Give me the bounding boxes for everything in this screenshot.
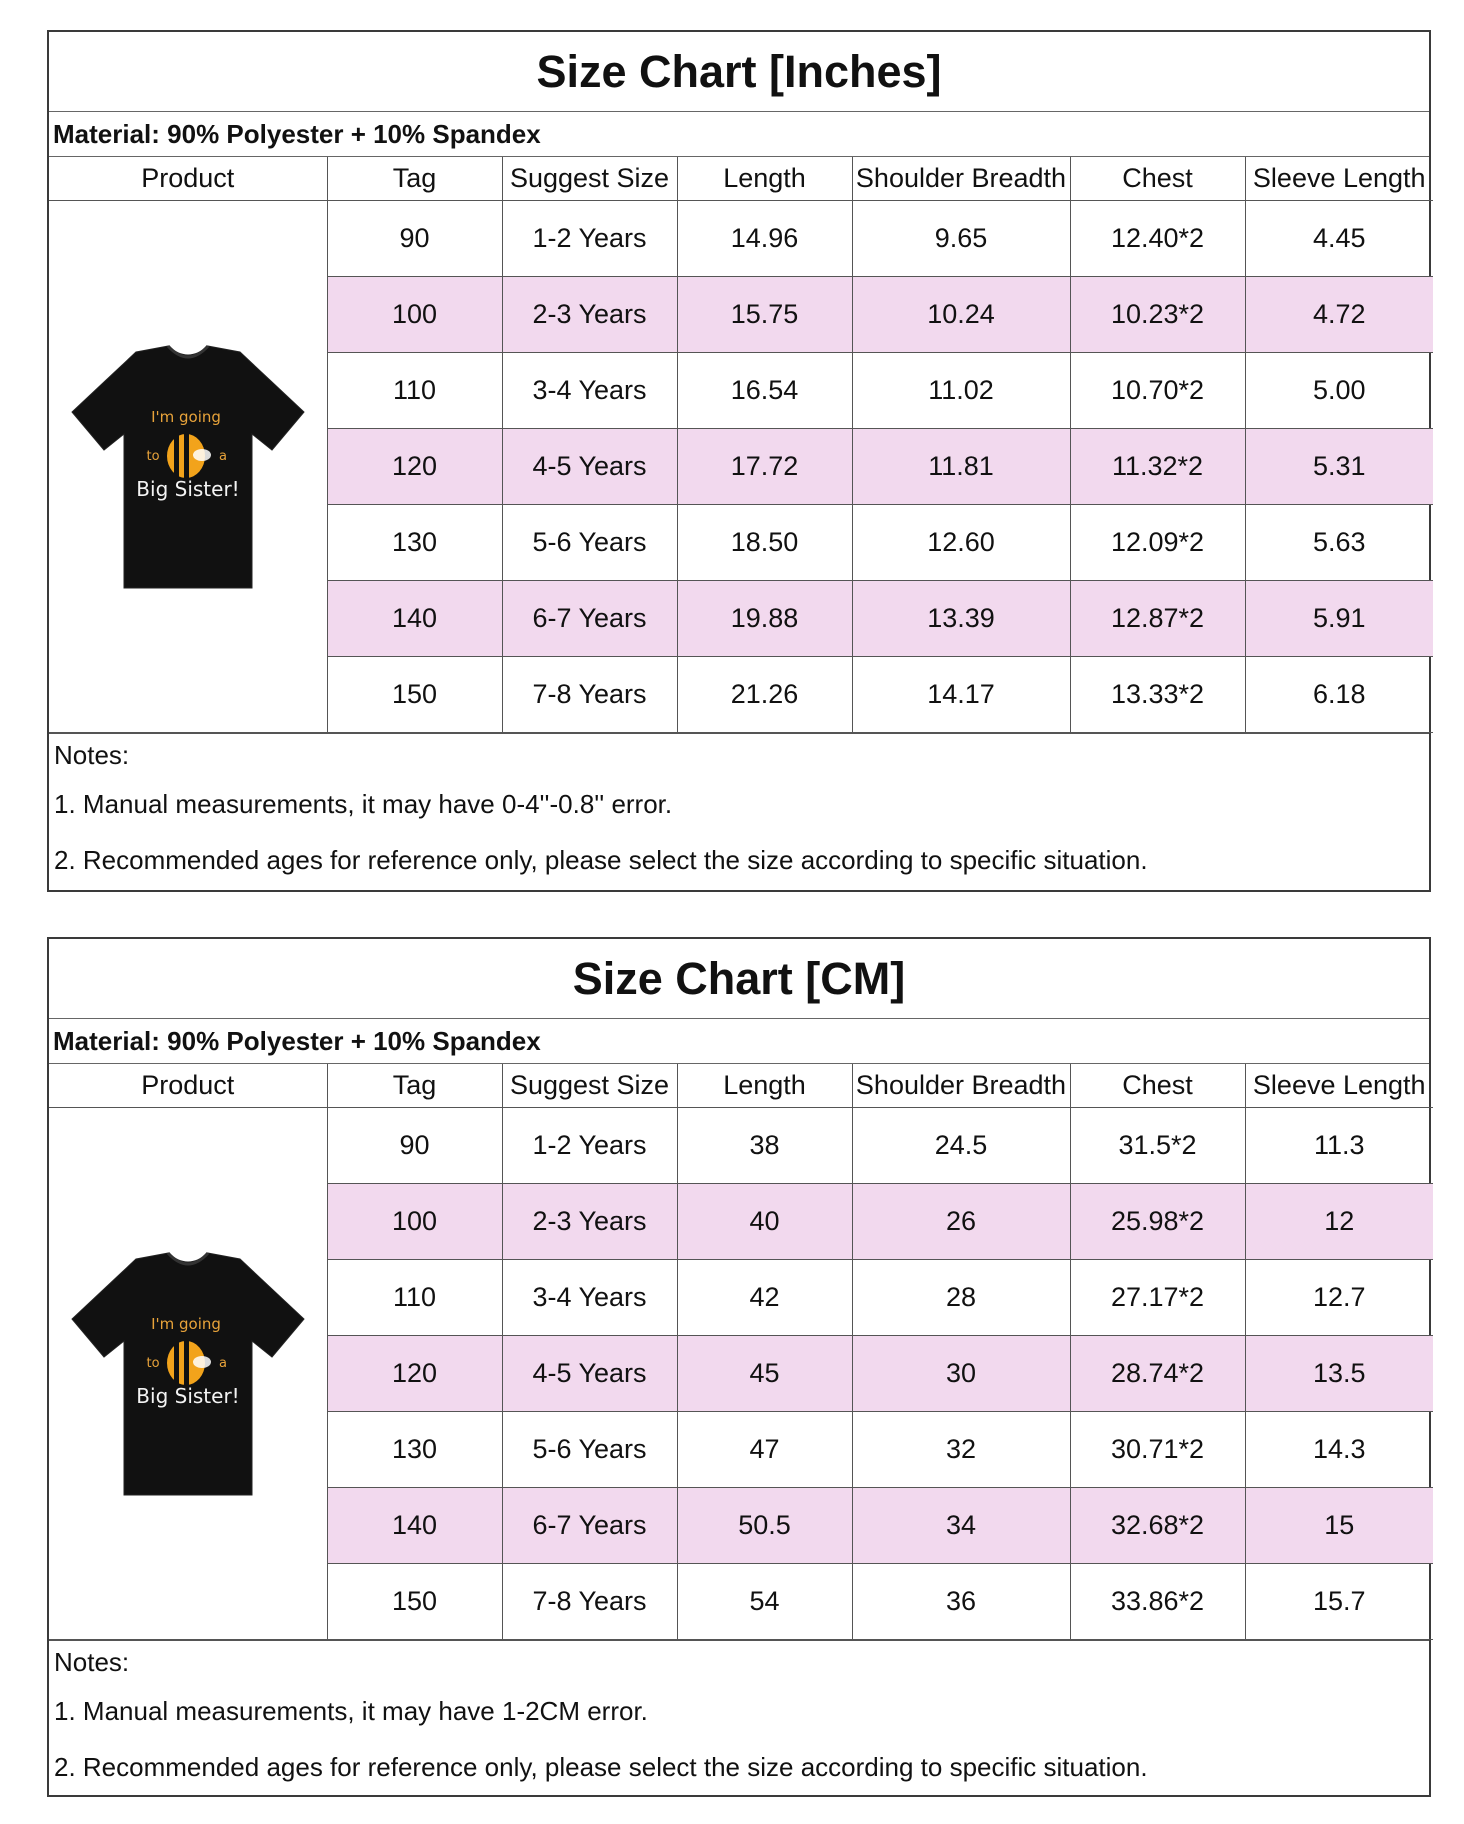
notes-section [49, 1640, 1429, 1795]
shirt-text-to: to [146, 1355, 160, 1371]
table-cell: 9.65 [852, 201, 1070, 277]
column-header: Length [677, 157, 852, 201]
column-header: Chest [1070, 1064, 1245, 1108]
table-cell: 7-8 Years [502, 657, 677, 733]
shirt-text-line3: Big Sister! [136, 1383, 240, 1408]
table-cell: 45 [677, 1336, 852, 1412]
column-header: Product [49, 1064, 327, 1108]
table-cell: 10.70*2 [1070, 353, 1245, 429]
shirt-text-a: a [218, 448, 227, 464]
shirt-text-a: a [218, 1355, 227, 1371]
table-cell: 15.7 [1245, 1564, 1433, 1640]
product-cell [49, 201, 327, 733]
table-cell: 4.45 [1245, 201, 1433, 277]
table-cell: 31.5*2 [1070, 1108, 1245, 1184]
chart-title: Size Chart [Inches] [49, 32, 1429, 112]
material-label: Material: 90% Polyester + 10% Spandex [49, 1019, 1429, 1064]
shirt-text-to: to [146, 448, 160, 464]
table-cell: 14.3 [1245, 1412, 1433, 1488]
note-line: 1. Manual measurements, it may have 0-4''-0.8'' error. [54, 788, 673, 819]
table-cell: 12.09*2 [1070, 505, 1245, 581]
table-cell: 5-6 Years [502, 1412, 677, 1488]
table-cell: 1-2 Years [502, 1108, 677, 1184]
table-row [49, 1108, 1433, 1184]
table-cell: 11.32*2 [1070, 429, 1245, 505]
notes-heading: Notes: [54, 739, 130, 770]
table-cell: 34 [852, 1488, 1070, 1564]
column-header: Shoulder Breadth [852, 157, 1070, 201]
table-cell: 5.91 [1245, 581, 1433, 657]
table-cell: 6-7 Years [502, 581, 677, 657]
notes-heading: Notes: [54, 1646, 130, 1677]
shirt-text-line3: Big Sister! [136, 476, 240, 501]
table-cell: 24.5 [852, 1108, 1070, 1184]
table-cell: 15.75 [677, 277, 852, 353]
column-header: Tag [327, 1064, 502, 1108]
column-header: Suggest Size [502, 157, 677, 201]
table-cell: 1-2 Years [502, 201, 677, 277]
table-cell: 140 [327, 581, 502, 657]
table-cell: 14.17 [852, 657, 1070, 733]
table-cell: 16.54 [677, 353, 852, 429]
table-cell: 11.3 [1245, 1108, 1433, 1184]
column-header: Tag [327, 157, 502, 201]
table-cell: 90 [327, 201, 502, 277]
table-cell: 32.68*2 [1070, 1488, 1245, 1564]
chart-title: Size Chart [CM] [49, 939, 1429, 1019]
table-cell: 12.87*2 [1070, 581, 1245, 657]
product-cell [49, 1108, 327, 1640]
table-cell: 120 [327, 429, 502, 505]
table-cell: 50.5 [677, 1488, 852, 1564]
column-header: Sleeve Length [1245, 157, 1433, 201]
table-cell: 13.33*2 [1070, 657, 1245, 733]
table-cell: 120 [327, 1336, 502, 1412]
table-cell: 6-7 Years [502, 1488, 677, 1564]
table-cell: 17.72 [677, 429, 852, 505]
table-cell: 2-3 Years [502, 277, 677, 353]
table-cell: 33.86*2 [1070, 1564, 1245, 1640]
column-header: Chest [1070, 157, 1245, 201]
table-cell: 28.74*2 [1070, 1336, 1245, 1412]
notes-section [49, 733, 1429, 888]
table-cell: 36 [852, 1564, 1070, 1640]
table-cell: 5.00 [1245, 353, 1433, 429]
table-row [49, 201, 1433, 277]
shirt-text-line1: I'm going [150, 407, 221, 426]
table-cell: 130 [327, 505, 502, 581]
table-cell: 40 [677, 1184, 852, 1260]
column-header: Suggest Size [502, 1064, 677, 1108]
table-cell: 7-8 Years [502, 1564, 677, 1640]
table-cell: 10.24 [852, 277, 1070, 353]
column-header: Length [677, 1064, 852, 1108]
table-cell: 12.40*2 [1070, 201, 1245, 277]
table-cell: 4-5 Years [502, 1336, 677, 1412]
table-cell: 38 [677, 1108, 852, 1184]
shirt-text-line1: I'm going [150, 1314, 221, 1333]
table-cell: 5.31 [1245, 429, 1433, 505]
column-header: Product [49, 157, 327, 201]
table-cell: 110 [327, 1260, 502, 1336]
table-cell: 28 [852, 1260, 1070, 1336]
table-cell: 100 [327, 277, 502, 353]
table-cell: 3-4 Years [502, 353, 677, 429]
table-cell: 47 [677, 1412, 852, 1488]
size-table [49, 157, 1433, 733]
table-cell: 12 [1245, 1184, 1433, 1260]
table-cell: 25.98*2 [1070, 1184, 1245, 1260]
table-cell: 21.26 [677, 657, 852, 733]
table-cell: 4.72 [1245, 277, 1433, 353]
table-cell: 54 [677, 1564, 852, 1640]
table-cell: 150 [327, 1564, 502, 1640]
table-cell: 4-5 Years [502, 429, 677, 505]
table-cell: 18.50 [677, 505, 852, 581]
table-cell: 110 [327, 353, 502, 429]
note-line: 2. Recommended ages for reference only, please select the size according to specific situation. [54, 844, 1148, 875]
column-header: Sleeve Length [1245, 1064, 1433, 1108]
table-cell: 14.96 [677, 201, 852, 277]
table-cell: 140 [327, 1488, 502, 1564]
table-cell: 100 [327, 1184, 502, 1260]
table-cell: 150 [327, 657, 502, 733]
table-cell: 11.02 [852, 353, 1070, 429]
material-label: Material: 90% Polyester + 10% Spandex [49, 112, 1429, 157]
table-cell: 10.23*2 [1070, 277, 1245, 353]
table-cell: 30 [852, 1336, 1070, 1412]
table-cell: 12.60 [852, 505, 1070, 581]
table-cell: 12.7 [1245, 1260, 1433, 1336]
table-cell: 42 [677, 1260, 852, 1336]
table-cell: 15 [1245, 1488, 1433, 1564]
table-cell: 32 [852, 1412, 1070, 1488]
table-cell: 90 [327, 1108, 502, 1184]
table-cell: 5-6 Years [502, 505, 677, 581]
table-cell: 27.17*2 [1070, 1260, 1245, 1336]
tshirt-product-image [68, 1249, 308, 1499]
note-line: 2. Recommended ages for reference only, please select the size according to specific situation. [54, 1751, 1148, 1782]
table-cell: 11.81 [852, 429, 1070, 505]
note-line: 1. Manual measurements, it may have 1-2CM error. [54, 1695, 648, 1726]
size-chart-inches [47, 30, 1431, 892]
table-cell: 13.39 [852, 581, 1070, 657]
table-cell: 3-4 Years [502, 1260, 677, 1336]
size-chart-cm [47, 937, 1431, 1797]
table-cell: 30.71*2 [1070, 1412, 1245, 1488]
table-cell: 130 [327, 1412, 502, 1488]
size-table [49, 1064, 1433, 1640]
table-cell: 2-3 Years [502, 1184, 677, 1260]
table-cell: 26 [852, 1184, 1070, 1260]
table-cell: 13.5 [1245, 1336, 1433, 1412]
table-cell: 5.63 [1245, 505, 1433, 581]
table-cell: 6.18 [1245, 657, 1433, 733]
tshirt-product-image [68, 342, 308, 592]
table-cell: 19.88 [677, 581, 852, 657]
column-header: Shoulder Breadth [852, 1064, 1070, 1108]
